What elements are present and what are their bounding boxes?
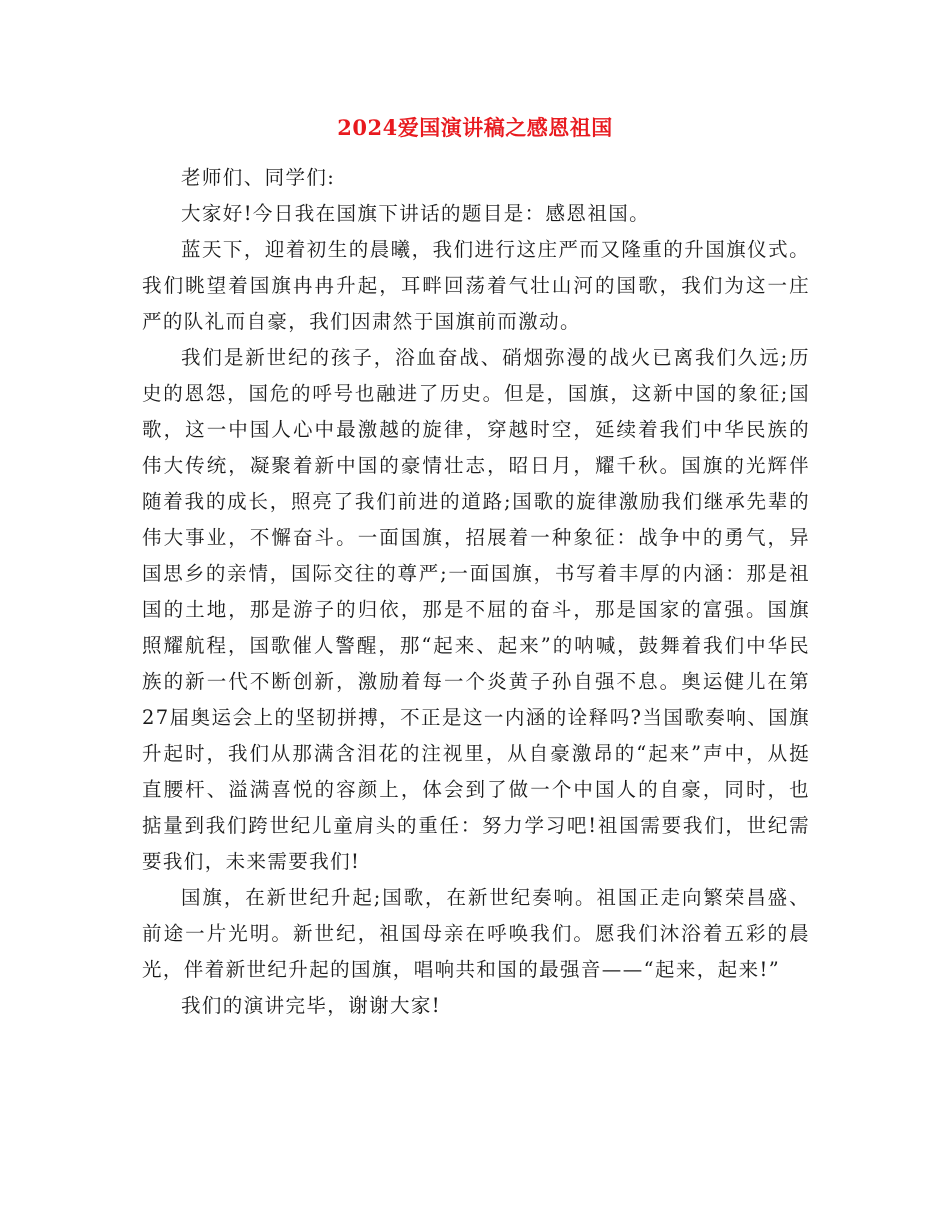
document-title: 2024爱国演讲稿之感恩祖国: [337, 115, 613, 140]
document-body: [142, 160, 810, 1024]
paragraph-flag-ceremony: 蓝天下，迎着初生的晨曦，我们进行这庄严而又隆重的升国旗仪式。我们眺望着国旗冉冉升起，耳畔回荡着气壮山河的国歌，我们为这一庄严的队礼而自豪，我们因肃然于国旗前而激动。: [142, 238, 810, 333]
paragraph-main-body: 我们是新世纪的孩子，浴血奋战、硝烟弥漫的战火已离我们久远;历史的恩怨，国危的呼号也融进了历史。但是，国旗，这新中国的象征;国歌，这一中国人心中最激越的旋律，穿越时空，延续着我们中华民族的伟大传统，凝聚着新中国的豪情壮志，昭日月，耀千秋。国旗的光辉伴随着我的成长，照亮了我们前进的道路;国歌的旋律激励我们继承先辈的伟大事业，不懈奋斗。一面国旗，招展着一种象征：战争中的勇气，异国思乡的亲情，国际交往的尊严;一面国旗，书写着丰厚的内涵：那是祖国的土地，那是游子的归依，那是不屈的奋斗，那是国家的富强。国旗照耀航程，国歌催人警醒，那“起来、起来”的呐喊，鼓舞着我们中华民族的新一代不断创新，激励着每一个炎黄子孙自强不息。奥运健儿在第27届奥运会上的坚韧拼搏，不正是这一内涵的诠释吗?当国歌奏响、国旗升起时，我们从那满含泪花的注视里，从自豪激昂的“起来”声中，从挺直腰杆、溢满喜悦的容颜上，体会到了做一个中国人的自豪，同时，也掂量到我们跨世纪儿童肩头的重任：努力学习吧!祖国需要我们，世纪需要我们，未来需要我们!: [142, 346, 810, 873]
paragraph-greeting: 大家好!今日我在国旗下讲话的题目是：感恩祖国。: [181, 202, 651, 225]
paragraph-closing: 我们的演讲完毕，谢谢大家!: [181, 994, 442, 1017]
paragraph-salutation: 老师们、同学们:: [181, 166, 336, 189]
paragraph-new-century: 国旗，在新世纪升起;国歌，在新世纪奏响。祖国正走向繁荣昌盛、前途一片光明。新世纪，祖国母亲在呼唤我们。愿我们沐浴着五彩的晨光，伴着新世纪升起的国旗，唱响共和国的最强音——“起来，起来!”: [142, 886, 810, 981]
